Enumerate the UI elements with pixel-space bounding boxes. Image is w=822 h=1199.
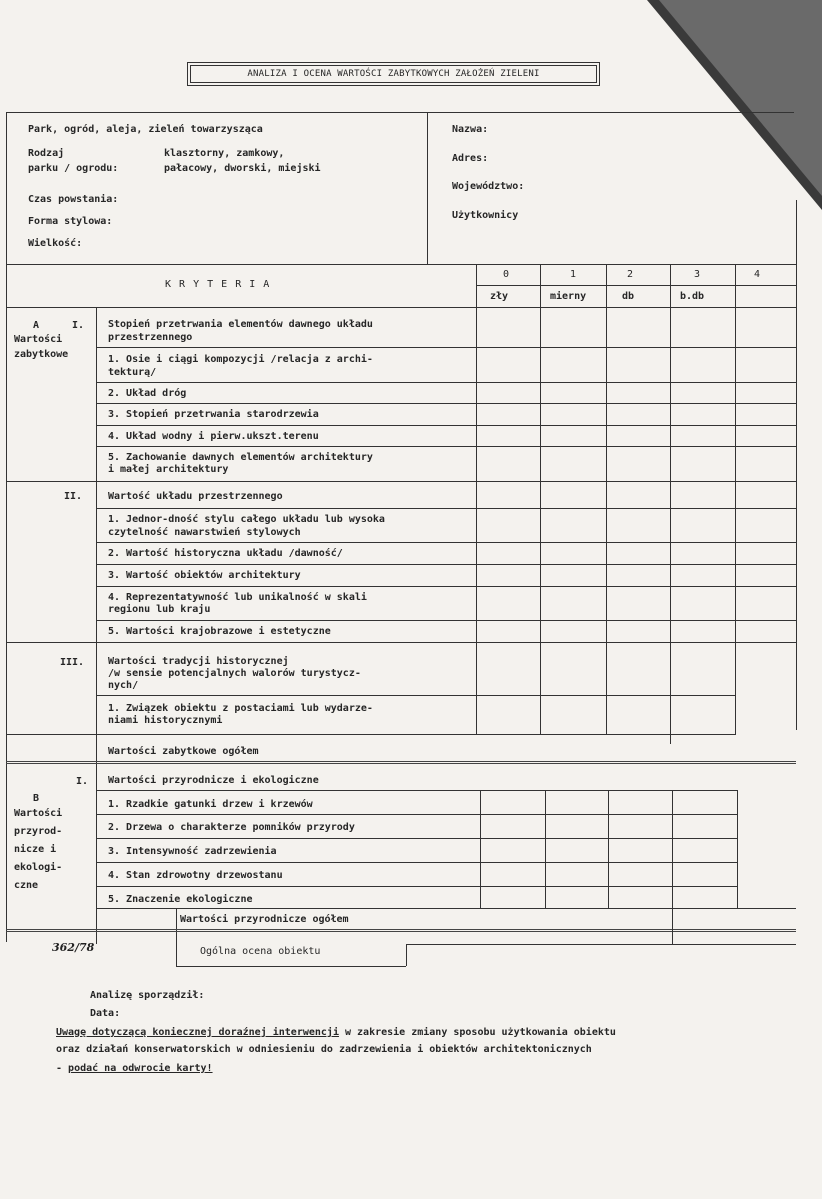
row-line <box>96 814 738 815</box>
b-item-5: 5. Znaczenie ekologiczne <box>108 894 253 905</box>
a1-item-1-line-2: tekturą/ <box>108 367 157 378</box>
row-line <box>96 347 796 348</box>
row-line <box>96 695 736 696</box>
section-a-letter: A <box>33 320 40 331</box>
a2-item-3: 3. Wartość obiektów architektury <box>108 570 301 581</box>
group-separator <box>6 481 796 482</box>
b-item-2: 2. Drzewa o charakterze pomników przyrody <box>108 822 355 833</box>
row-line <box>96 886 738 887</box>
czas-powstania-label: Czas powstania: <box>28 194 119 205</box>
row-line <box>96 508 796 509</box>
rodzaj-options-2: pałacowy, dworski, miejski <box>164 163 321 174</box>
section-b-name-5: czne <box>14 880 39 891</box>
section-a-name-2: zabytkowe <box>14 349 69 360</box>
kryteria-top-line <box>6 264 796 265</box>
note-dash: - <box>56 1063 69 1074</box>
a2-item-4-line-1: 4. Reprezentatywność lub unikalność w skali <box>108 592 367 603</box>
a1-item-5-line-1: 5. Zachowanie dawnych elementów architektury <box>108 452 373 463</box>
group-a3-title-2: /w sensie potencjalnych walorów turystycz- <box>108 668 361 679</box>
b-col-0-left <box>480 790 481 908</box>
a2-item-4-line-2: regionu lub kraju <box>108 604 211 615</box>
note-rest: w zakresie zmiany sposobu użytkowania obiektu <box>338 1027 616 1038</box>
section-a-roman-3: III. <box>60 657 85 668</box>
scale-mid-line <box>476 285 796 286</box>
a1-item-3: 3. Stopień przetrwania starodrzewia <box>108 409 319 420</box>
folded-page-corner-shadow <box>659 0 822 196</box>
rodzaj-parku-label: parku / ogrodu: <box>28 163 119 174</box>
overall-assessment: Ogólna ocena obiektu <box>200 946 321 957</box>
row-line <box>96 620 796 621</box>
total-zabytkowe: Wartości zabytkowe ogółem <box>108 746 259 757</box>
row-line <box>96 790 738 791</box>
group-a3-title-3: nych/ <box>108 680 139 691</box>
scale-number-0: 0 <box>503 269 510 280</box>
total-b-score-line <box>672 908 673 944</box>
note-underlined: Uwagę dotyczącą koniecznej doraźnej interwencji <box>56 1027 339 1038</box>
a1-item-4: 4. Układ wodny i pierw.ukszt.terenu <box>108 431 319 442</box>
overall-bottom-line <box>176 966 406 967</box>
section-a-name-1: Wartości <box>14 334 63 345</box>
park-type-label: Park, ogród, aleja, zieleń towarzysząca <box>28 124 263 135</box>
section-b-name-3: nicze i <box>14 844 57 855</box>
row-line <box>96 403 796 404</box>
section-b-roman: I. <box>76 776 89 787</box>
a1-item-5-line-2: i małej architektury <box>108 464 229 475</box>
adres-label: Adres: <box>452 153 489 164</box>
header-divider <box>427 112 428 264</box>
row-line <box>96 446 796 447</box>
scale-col-3-left <box>670 264 671 744</box>
section-b-name-2: przyrod- <box>14 826 63 837</box>
group-separator <box>6 642 796 643</box>
row-line <box>96 838 738 839</box>
a1-item-1-line-1: 1. Osie i ciągi kompozycji /relacja z archi- <box>108 354 373 365</box>
note-line-3-underlined: podać na odwrocie karty! <box>68 1063 213 1074</box>
table-left-border <box>6 112 7 942</box>
document-title-box <box>187 62 600 86</box>
b-item-3: 3. Intensywność zadrzewienia <box>108 846 277 857</box>
group-b-title: Wartości przyrodnicze i ekologiczne <box>108 775 319 786</box>
a1-item-2: 2. Układ dróg <box>108 388 187 399</box>
total-przyrodnicze: Wartości przyrodnicze ogółem <box>180 914 349 925</box>
document-title: ANALIZA I OCENA WARTOŚCI ZABYTKOWYCH ZAŁOŻEŃ ZIELENI <box>247 69 540 79</box>
row-line <box>96 862 738 863</box>
row-line <box>96 425 796 426</box>
section-a-roman-1: I. <box>72 320 85 331</box>
forma-stylowa-label: Forma stylowa: <box>28 216 113 227</box>
scale-label-bdb: b.db <box>680 291 705 302</box>
wojewodztwo-label: Województwo: <box>452 181 525 192</box>
scale-label-db: db <box>622 291 635 302</box>
b-item-4: 4. Stan zdrowotny drzewostanu <box>108 870 283 881</box>
b-col-3-left <box>672 790 673 908</box>
rodzaj-label: Rodzaj <box>28 148 65 159</box>
a2-item-2: 2. Wartość historyczna układu /dawność/ <box>108 548 343 559</box>
scale-number-4: 4 <box>754 269 761 280</box>
double-rule <box>6 761 796 764</box>
scale-label-zly: zły <box>490 291 509 302</box>
b-item-1: 1. Rzadkie gatunki drzew i krzewów <box>108 799 313 810</box>
date-label: Data: <box>90 1008 121 1019</box>
uzytkownicy-label: Użytkownicy <box>452 210 519 221</box>
row-line <box>96 564 796 565</box>
row-line <box>96 542 796 543</box>
table-right-border <box>796 200 797 730</box>
note-line-3 <box>56 1063 213 1075</box>
b-col-2-left <box>608 790 609 908</box>
scale-number-2: 2 <box>627 269 634 280</box>
b-col-1-left <box>545 790 546 908</box>
total-b-left-line <box>176 908 177 966</box>
group-separator <box>6 734 736 735</box>
header-top-line <box>6 112 794 113</box>
group-a1-title-2: przestrzennego <box>108 332 193 343</box>
overall-right-line <box>406 944 407 966</box>
scale-number-3: 3 <box>694 269 701 280</box>
note-line-2: oraz działań konserwatorskich w odniesieniu do zadrzewienia i obiektów architektonicznych <box>56 1044 592 1055</box>
a3-item-1-line-1: 1. Związek obiektu z postaciami lub wydarze- <box>108 703 373 714</box>
a2-item-5: 5. Wartości krajobrazowe i estetyczne <box>108 626 331 637</box>
handwritten-number: 362/78 <box>52 941 95 954</box>
row-line <box>96 908 796 909</box>
scale-col-1-left <box>540 264 541 734</box>
rodzaj-options-1: klasztorny, zamkowy, <box>164 148 285 159</box>
section-b-letter: B <box>33 793 40 804</box>
kryteria-heading: K R Y T E R I A <box>165 279 271 290</box>
a3-item-1-line-2: niami historycznymi <box>108 715 223 726</box>
a2-item-1-line-1: 1. Jednor-dność stylu całego układu lub wysoka <box>108 514 385 525</box>
a2-item-1-line-2: czytelność nawarstwień stylowych <box>108 527 301 538</box>
section-b-name-4: ekologi- <box>14 862 63 873</box>
overall-top-line <box>406 944 796 945</box>
wielkosc-label: Wielkość: <box>28 238 83 249</box>
double-rule <box>6 929 796 932</box>
scale-col-2-left <box>606 264 607 734</box>
group-a3-title-1: Wartości tradycji historycznej <box>108 656 289 667</box>
group-a2-title: Wartość układu przestrzennego <box>108 491 283 502</box>
scale-number-1: 1 <box>570 269 577 280</box>
scale-col-4-left <box>735 264 736 734</box>
group-a1-title-1: Stopień przetrwania elementów dawnego układu <box>108 319 373 330</box>
section-a-roman-2: II. <box>64 491 83 502</box>
row-line <box>96 382 796 383</box>
kryteria-bottom-line <box>6 307 796 308</box>
b-col-4-left <box>737 790 738 908</box>
note-line-1 <box>56 1027 616 1039</box>
scale-label-mierny: mierny <box>550 291 587 302</box>
row-line <box>96 586 796 587</box>
nazwa-label: Nazwa: <box>452 124 489 135</box>
section-b-name-1: Wartości <box>14 808 63 819</box>
author-label: Analizę sporządził: <box>90 990 205 1001</box>
scale-col-0-left <box>476 264 477 734</box>
